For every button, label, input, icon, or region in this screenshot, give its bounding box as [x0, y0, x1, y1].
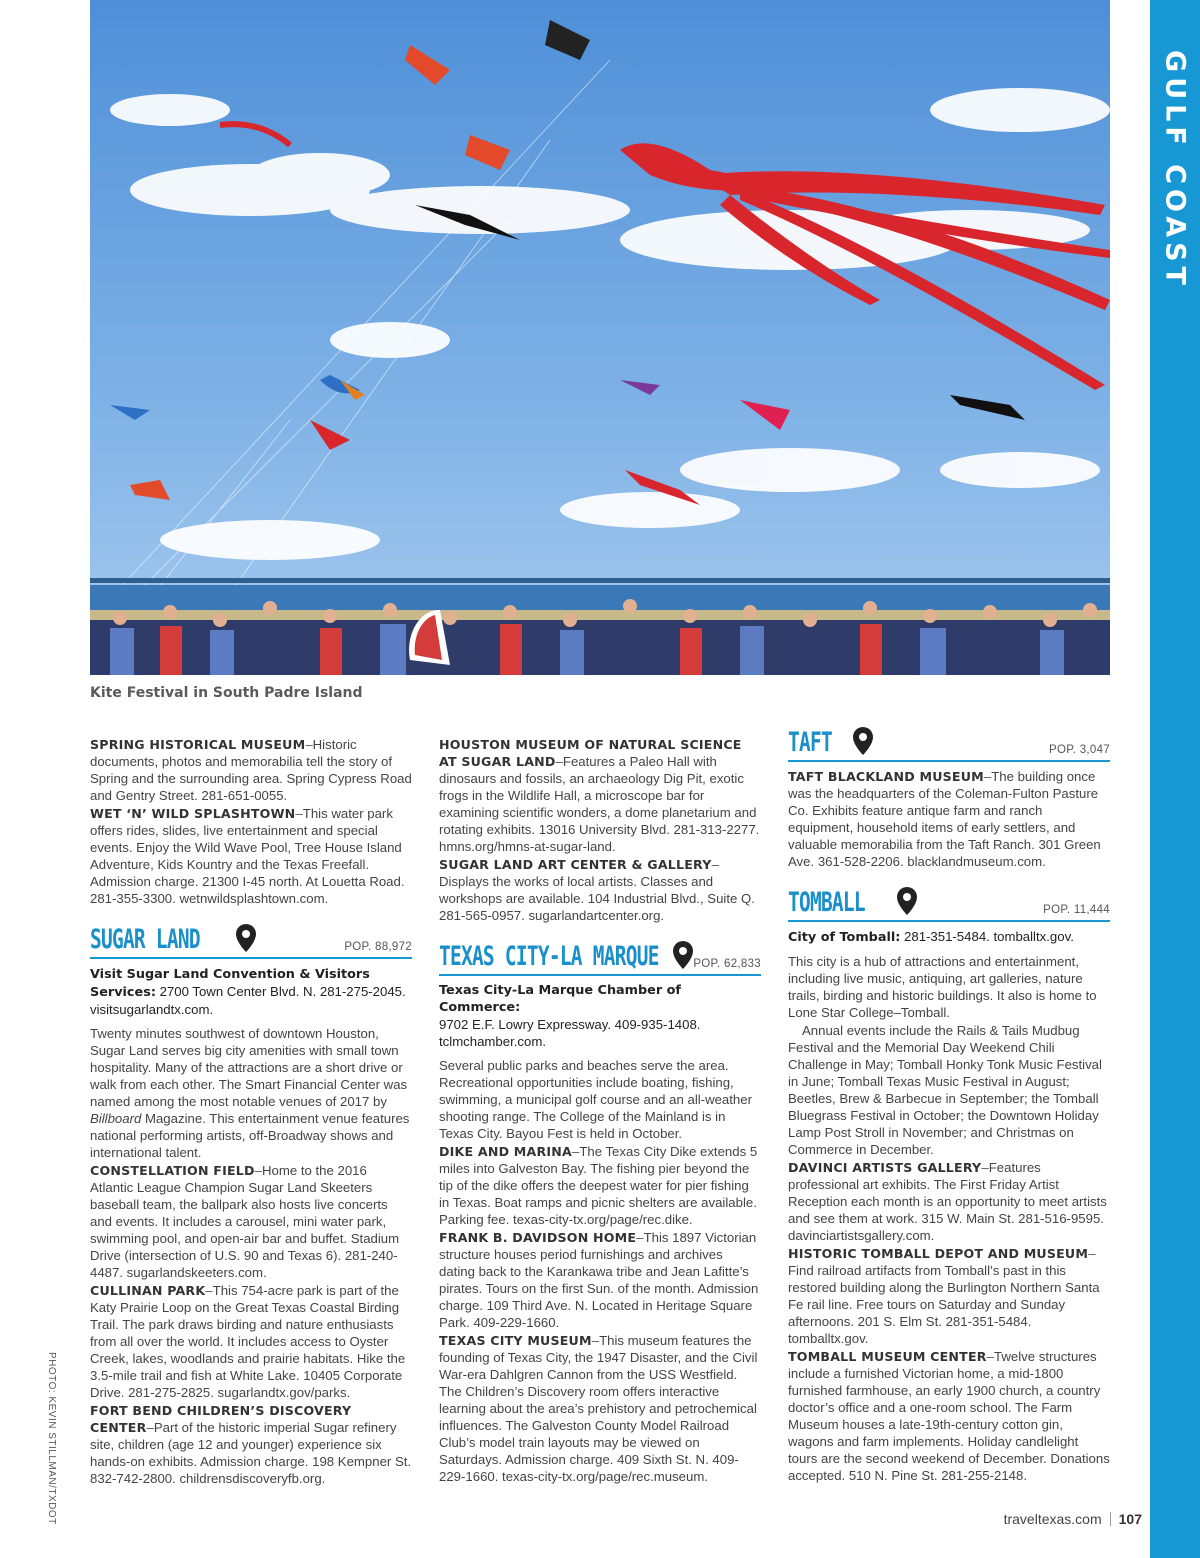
- listing-tomball-museum-center: TOMBALL MUSEUM CENTER–Twelve structures include a furnished Victorian home, a mid-1800 furnished farmhouse, an early 1900 church, a country doctor’s office and a one-room school. The Farm Museum houses a late-19th-century cotton gin, wagons and farm implements. Holiday candlelight tours are the second weekend of December. Donations accepted. 510 N. Pine St. 281-255-2148.: [788, 1349, 1110, 1483]
- city-header-sugar-land: [90, 919, 412, 959]
- contact-texas-city: [439, 982, 761, 1050]
- listing-constellation: CONSTELLATION FIELD–Home to the 2016 Atlantic League Champion Sugar Land Skeeters baseball team, the ballpark also hosts live concerts and events. It includes a carousel, mini water park, swimming pool, and open-air bar and buffet. Stadium Drive (intersection of U.S. 90 and Texas 6). 281-240-4487. sugarlandskeeters.com.: [90, 1163, 400, 1280]
- listing-text: Find railroad artifacts from Tomball’s past in this restored building along the Burlington Northern Santa Fe rail line. Free tours on Saturday and Sunday afternoons. 201 S. Elm St. 281-351-5484. tomballtx.gov.: [788, 1263, 1100, 1346]
- city-name: TEXAS CITY-LA MARQUE: [439, 941, 659, 972]
- map-pin-icon: [852, 726, 874, 756]
- listing-text: Historic documents, photos and memorabilia tell the story of Spring and the surrounding area. Spring Cypress Road and Gentry Street. 281-651-0055.: [90, 737, 412, 803]
- listing-text: Part of the historic imperial Sugar refinery site, children (age 12 and younger) experience six hands-on exhibits. Admission charge. 198 Kempner St. 832-742-2800. childrensdiscoveryfb.org.: [90, 1420, 412, 1486]
- city-name: SUGAR LAND: [90, 924, 200, 955]
- listing-art-center: SUGAR LAND ART CENTER & GALLERY–Displays the works of local artists. Classes and workshops are available. 104 Industrial Blvd., Suite Q. 281-565-0957. sugarlandartcenter.org.: [439, 857, 755, 923]
- listing-title: SPRING HISTORICAL MUSEUM: [90, 737, 306, 752]
- listing-title: HOUSTON MUSEUM OF NATURAL SCIENCE AT SUGAR LAND: [439, 737, 742, 769]
- contact-text: 2700 Town Center Blvd. N. 281-275-2045. visitsugarlandtx.com.: [90, 984, 406, 1017]
- kite-festival-photo: [90, 0, 1110, 675]
- city-name: TOMBALL: [788, 887, 865, 918]
- population: POP. 11,444: [1043, 904, 1110, 916]
- listing-spring-museum: SPRING HISTORICAL MUSEUM–Historic documents, photos and memorabilia tell the story of Spring and the surrounding area. Spring Cypress Road and Gentry Street. 281-651-0055.: [90, 737, 412, 803]
- listing-tomball-depot: HISTORIC TOMBALL DEPOT AND MUSEUM–Find railroad artifacts from Tomball’s past in this restored building along the Burlington Northern Santa Fe rail line. Free tours on Saturday and Sunday afternoons. 201 S. Elm St. 281-351-5484. tomballtx.gov.: [788, 1246, 1100, 1346]
- intro-emphasis: Billboard: [90, 1111, 142, 1126]
- events-tomball: Annual events include the Rails & Tails Mudbug Festival and the Memorial Day Weekend Chili Challenge in May; Tomball Honky Tonk Music Festival in June; Tomball Texas Music Festival in August; Beetles, Brew & Barbecue in September; the Tomball Bluegrass Festival in October; the Downtown Holiday Lamp Post Stroll in November; and Christmas on Commerce in December.: [788, 1023, 1102, 1157]
- listing-text: Twelve structures include a furnished Victorian home, a mid-1800 furnished farmhouse, an early 1900 church, a country doctor’s office and a one-room school. The Farm Museum houses a late-19th-century cotton gin, wagons and farm implements. Holiday candlelight tours are the second weekend of December. Donations accepted. 510 N. Pine St. 281-255-2148.: [788, 1349, 1110, 1483]
- contact-sugar-land: [90, 965, 412, 1018]
- listing-text: This 1897 Victorian structure houses period furnishings and archives dating back to the Karankawa tribe and Jean Lafitte’s pirates. Tours on the first Sun. of the month. Admission charge. 109 Third Ave. N. Located in Heritage Square Park. 409-229-1660.: [439, 1230, 759, 1330]
- listing-cullinan: CULLINAN PARK–This 754-acre park is part of the Katy Prairie Loop on the Great Texas Coastal Birding Trail. The park draws birding and nature enthusiasts from all over the world. It includes access to Oyster Creek, lakes, woodlands and prairie habitats. Hike the 3.5-mile trail and fish at White Lake. 10405 Corporate Drive. 281-275-2825. sugarlandtx.gov/parks.: [90, 1283, 406, 1400]
- footer-divider: [1110, 1512, 1111, 1526]
- listing-text: Home to the 2016 Atlantic League Champion Sugar Land Skeeters baseball team, the ballpark also hosts live concerts and events. It includes a carousel, mini water park, swimming pool, and open-air bar and buffet. Stadium Drive (intersection of U.S. 90 and Texas 6). 281-240-4487. sugarlandskeeters.com.: [90, 1163, 400, 1280]
- listing-title: CULLINAN PARK: [90, 1283, 206, 1298]
- contact-name: City of Tomball:: [788, 930, 901, 945]
- photo-credit: PHOTO: KEVIN STILLMAN/TXDOT: [46, 1352, 57, 1525]
- intro-text: Twenty minutes southwest of downtown Houston, Sugar Land serves big city amenities with small town hospitality. Many of the attractions are a short drive or walk from each other. The Smart Financial Center was named among the most notable venues of 2017 by: [90, 1026, 408, 1109]
- city-header-tomball: [788, 882, 1110, 922]
- map-pin-icon: [896, 886, 918, 916]
- page-footer: [1004, 1511, 1142, 1527]
- map-pin-icon: [235, 923, 257, 953]
- listing-text: Features a Paleo Hall with dinosaurs and fossils, an archaeology Dig Pit, exotic frogs in the Wildlife Hall, a microscope bar for examining scientific wonders, a dome planetarium and rotating exhibits. 13016 University Blvd. 281-313-2277. hmns.org/hmns-at-sugar-land.: [439, 754, 760, 854]
- page-number: 107: [1118, 1511, 1142, 1527]
- listing-title: DIKE AND MARINA: [439, 1144, 572, 1159]
- intro-tomball: This city is a hub of attractions and entertainment, including live music, antiquing, art galleries, nature trails, birding and historic buildings. It also is home to Lone Star College–Tomball.: [788, 954, 1097, 1020]
- listing-blackland-museum: TAFT BLACKLAND MUSEUM–The building once was the headquarters of the Coleman-Fulton Pasture Co. Exhibits feature antique farm and ranch equipment, household items of early settlers, and valuable memorabilia from the Taft Ranch. 301 Green Ave. 361-528-2206. blacklandmuseum.com.: [788, 769, 1101, 869]
- listing-text: This museum features the founding of Texas City, the 1947 Disaster, and the Civil War-era Dahlgren Cannon from the USS Westfield. The Children’s Discovery room offers interactive learning about the area’s prehistory and petrochemical influences. The Galveston County Model Railroad Club’s model train layouts may be viewed on Saturdays. Admission charge. 409 Sixth St. N. 409-229-1660. texas-city-tx.org/page/rec.museum.: [439, 1333, 758, 1484]
- city-name: TAFT: [788, 727, 832, 758]
- contact-text: 281-351-5484. tomballtx.gov.: [900, 929, 1074, 944]
- listing-text: The building once was the headquarters of the Coleman-Fulton Pasture Co. Exhibits feature antique farm and ranch equipment, household items of early settlers, and valuable memorabilia from the Taft Ranch. 301 Green Ave. 361-528-2206. blacklandmuseum.com.: [788, 769, 1101, 869]
- city-header-taft: [788, 722, 1110, 762]
- population: POP. 62,833: [693, 958, 761, 970]
- listing-title: TOMBALL MUSEUM CENTER: [788, 1349, 987, 1364]
- contact-name: Texas City-La Marque Chamber of Commerce:: [439, 983, 681, 1015]
- listing-text: This water park offers rides, slides, live entertainment and special events. Enjoy the Wild Wave Pool, Tree House Island Adventure, Kids Kountry and the Texas Freefall. Admission charge. 21300 I-45 north. At Louetta Road. 281-355-3300. wetnwildsplashtown.com.: [90, 806, 405, 906]
- listing-text: This 754-acre park is part of the Katy Prairie Loop on the Great Texas Coastal Birding Trail. The park draws birding and nature enthusiasts from all over the world. It includes access to Oyster Creek, lakes, woodlands and prairie habitats. Hike the 3.5-mile trail and fish at White Lake. 10405 Corporate Drive. 281-275-2825. sugarlandtx.gov/parks.: [90, 1283, 406, 1400]
- listing-title: FORT BEND CHILDREN’S DISCOVERY CENTER: [90, 1403, 352, 1435]
- listing-text: Features professional art exhibits. The First Friday Artist Reception each month is an opportunity to meet artists and see them at work. 315 W. Main St. 281-516-9595. davinciartistsgallery.com.: [788, 1160, 1107, 1243]
- footer-site-link[interactable]: traveltexas.com: [1003, 1511, 1102, 1527]
- column-3: [788, 722, 1110, 1484]
- population: POP. 3,047: [1049, 744, 1110, 756]
- contact-tomball: [788, 928, 1110, 946]
- population: POP. 88,972: [344, 941, 412, 953]
- listing-title: HISTORIC TOMBALL DEPOT AND MUSEUM: [788, 1246, 1089, 1261]
- contact-name: Visit Sugar Land Convention & Visitors Services:: [90, 967, 370, 1000]
- city-header-texas-city: [439, 936, 761, 976]
- listing-title: SUGAR LAND ART CENTER & GALLERY: [439, 857, 712, 872]
- photo-caption: Kite Festival in South Padre Island: [90, 685, 363, 701]
- listing-text: Displays the works of local artists. Classes and workshops are available. 104 Industrial Blvd., Suite Q. 281-565-0957. sugarlandartcenter.org.: [439, 874, 755, 923]
- listing-dike: DIKE AND MARINA–The Texas City Dike extends 5 miles into Galveston Bay. The fishing pier beyond the tip of the dike offers the deepest water for pier fishing in Texas. Boat ramps and picnic shelters are available. Parking fee. texas-city-tx.org/page/rec.dike.: [439, 1144, 758, 1227]
- intro-texas-city: Several public parks and beaches serve the area. Recreational opportunities include boating, fishing, swimming, a municipal golf course and an all-weather shooting range. The College of the Mainland is in Texas City. Bayou Fest is held in October.: [439, 1058, 752, 1141]
- listing-fort-bend: FORT BEND CHILDREN’S DISCOVERY CENTER–Part of the historic imperial Sugar refinery site, children (age 12 and younger) experience six hands-on exhibits. Admission charge. 198 Kempner St. 832-742-2800. childrensdiscoveryfb.org.: [90, 1403, 412, 1486]
- listing-davidson-home: FRANK B. DAVIDSON HOME–This 1897 Victorian structure houses period furnishings and archives dating back to the Karankawa tribe and Jean Lafitte’s pirates. Tours on the first Sun. of the month. Admission charge. 109 Third Ave. N. Located in Heritage Square Park. 409-229-1660.: [439, 1230, 759, 1330]
- listing-title: TEXAS CITY MUSEUM: [439, 1333, 592, 1348]
- map-pin-icon: [672, 940, 694, 970]
- listing-title: TAFT BLACKLAND MUSEUM: [788, 769, 984, 784]
- listing-hmns: HOUSTON MUSEUM OF NATURAL SCIENCE AT SUGAR LAND–Features a Paleo Hall with dinosaurs and fossils, an archaeology Dig Pit, exotic frogs in the Wildlife Hall, a microscope bar for examining scientific wonders, a dome planetarium and rotating exhibits. 13016 University Blvd. 281-313-2277. hmns.org/hmns-at-sugar-land.: [439, 737, 760, 854]
- column-2: [439, 736, 761, 1485]
- listing-title: WET ‘N’ WILD SPLASHTOWN: [90, 806, 296, 821]
- column-1: [90, 736, 412, 1487]
- contact-text: 9702 E.F. Lowry Expressway. 409-935-1408. tclmchamber.com.: [439, 1017, 701, 1049]
- intro-text: Magazine. This entertainment venue features national performing artists, off-Broadway shows and international talent.: [90, 1111, 410, 1160]
- listing-davinci: DAVINCI ARTISTS GALLERY–Features professional art exhibits. The First Friday Artist Reception each month is an opportunity to meet artists and see them at work. 315 W. Main St. 281-516-9595. davinciartistsgallery.com.: [788, 1160, 1107, 1243]
- listing-title: CONSTELLATION FIELD: [90, 1163, 255, 1178]
- listing-text: The Texas City Dike extends 5 miles into Galveston Bay. The fishing pier beyond the tip of the dike offers the deepest water for pier fishing in Texas. Boat ramps and picnic shelters are available. Parking fee. texas-city-tx.org/page/rec.dike.: [439, 1144, 758, 1227]
- listing-title: FRANK B. DAVIDSON HOME: [439, 1230, 637, 1245]
- listing-texas-city-museum: TEXAS CITY MUSEUM–This museum features the founding of Texas City, the 1947 Disaster, and the Civil War-era Dahlgren Cannon from the USS Westfield. The Children’s Discovery room offers interactive learning about the area’s prehistory and petrochemical influences. The Galveston County Model Railroad Club’s model train layouts may be viewed on Saturdays. Admission charge. 409 Sixth St. N. 409-229-1660. texas-city-tx.org/page/rec.museum.: [439, 1333, 758, 1484]
- intro-sugar-land: [90, 1025, 412, 1161]
- listing-title: DAVINCI ARTISTS GALLERY: [788, 1160, 982, 1175]
- listing-splashtown: WET ‘N’ WILD SPLASHTOWN–This water park offers rides, slides, live entertainment and special events. Enjoy the Wild Wave Pool, Tree House Island Adventure, Kids Kountry and the Texas Freefall. Admission charge. 21300 I-45 north. At Louetta Road. 281-355-3300. wetnwildsplashtown.com.: [90, 806, 405, 906]
- section-label: GULF COAST: [1159, 50, 1191, 290]
